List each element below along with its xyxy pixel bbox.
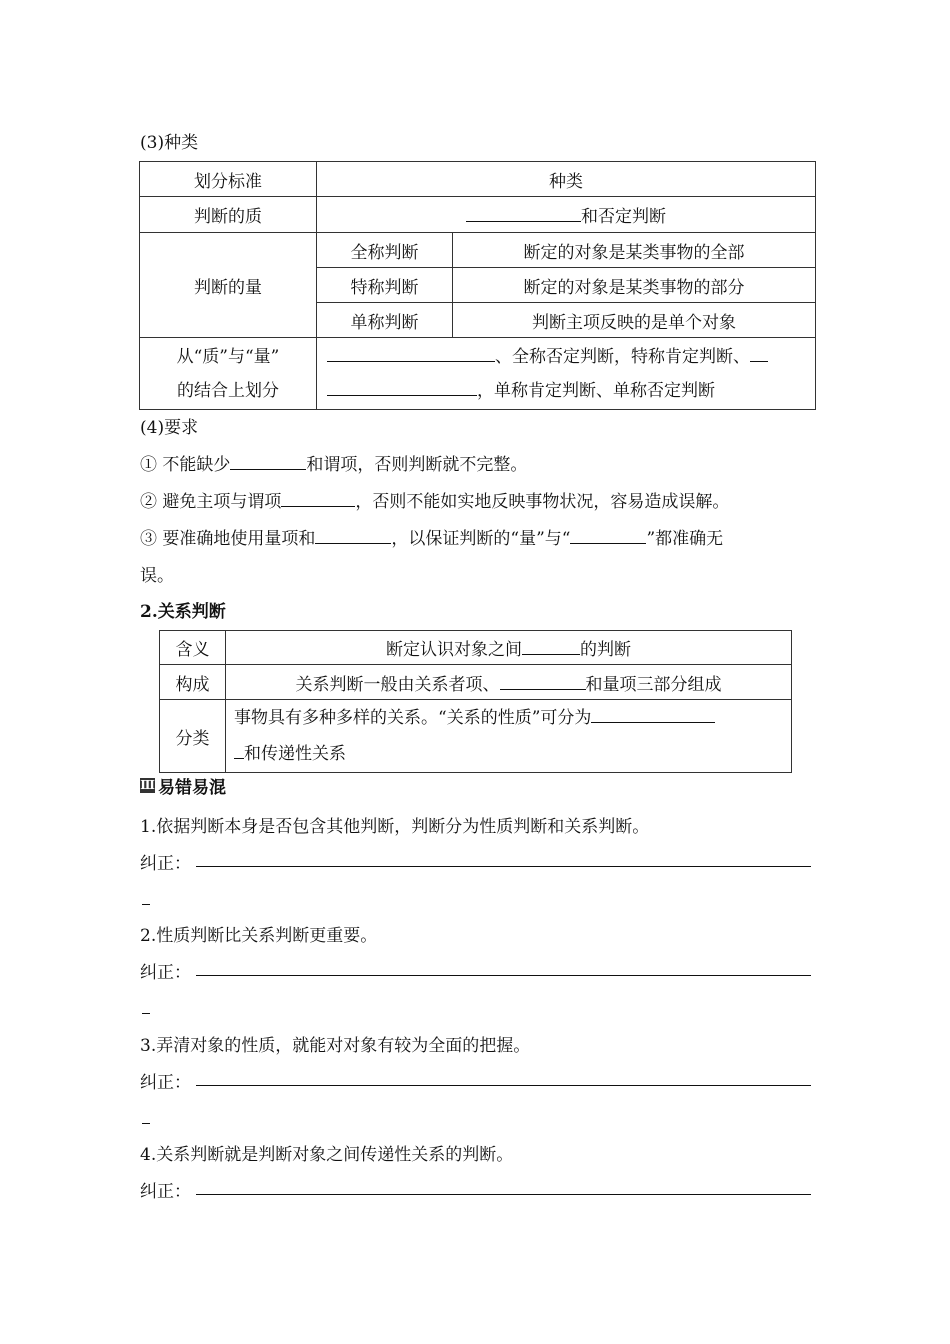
correction-line-2-tail (142, 1013, 150, 1014)
error-item-4: 4.关系判断就是判断对象之间传递性关系的判断。 (140, 1145, 514, 1165)
correction-line-4[interactable] (196, 1194, 811, 1195)
correction-label-2: 纠正： (140, 963, 191, 983)
header-types: 种类 (317, 162, 816, 197)
error-item-2: 2.性质判断比关系判断更重要。 (140, 926, 378, 946)
quality-label: 判断的质 (140, 197, 317, 233)
desc-particular: 断定的对象是某类事物的部分 (453, 268, 816, 303)
requirement-1: ① 不能缺少 和谓项，否则判断就不完整。 (140, 450, 527, 475)
error-section-header (140, 773, 226, 798)
meaning-label: 含义 (160, 631, 226, 665)
desc-universal: 断定的对象是某类事物的全部 (453, 233, 816, 268)
type-universal: 全称判断 (317, 233, 453, 268)
error-item-1: 1.依据判断本身是否包含其他判断，判断分为性质判断和关系判断。 (140, 817, 650, 837)
quantity-label: 判断的量 (140, 233, 317, 338)
type-singular: 单称判断 (317, 303, 453, 338)
combined-label: 从“质”与“量” 的结合上划分 (140, 338, 317, 410)
correction-line-3-tail (142, 1123, 150, 1124)
correction-label-3: 纠正： (140, 1073, 191, 1093)
judgment-types-table (139, 161, 816, 410)
requirement-3-cont: 误。 (140, 566, 174, 586)
requirement-3: ③ 要准确地使用量项和 ，以保证判断的“量”与“ ”都准确无 (140, 524, 723, 549)
requirement-2: ② 避免主项与谓项 ，否则不能如实地反映事物状况，容易造成误解。 (140, 487, 729, 512)
composition-cell: 关系判断一般由关系者项、 和量项三部分组成 (226, 665, 792, 700)
combined-cell: 、全称否定判断，特称肯定判断、 ，单称肯定判断、单称否定判断 (317, 338, 816, 410)
desc-singular: 判断主项反映的是单个对象 (453, 303, 816, 338)
section-3-title: (3)种类 (140, 133, 199, 153)
correction-line-3[interactable] (196, 1085, 811, 1086)
classification-cell: 事物具有多种多样的关系。“关系的性质”可分为 和传递性关系 (226, 700, 792, 773)
composition-label: 构成 (160, 665, 226, 700)
correction-line-1[interactable] (196, 866, 811, 867)
meaning-cell: 断定认识对象之间 的判断 (226, 631, 792, 665)
classification-label: 分类 (160, 700, 226, 773)
section-4-title: (4)要求 (140, 418, 199, 438)
error-section-title: 易错易混 (158, 778, 226, 798)
type-particular: 特称判断 (317, 268, 453, 303)
correction-line-1-tail (142, 904, 150, 905)
correction-label-4: 纠正： (140, 1182, 191, 1202)
correction-line-2[interactable] (196, 975, 811, 976)
header-criterion: 划分标准 (140, 162, 317, 197)
quality-cell: 和否定判断 (317, 197, 816, 233)
section-badge-icon: Ⅲ (140, 778, 155, 792)
error-item-3: 3.弄清对象的性质，就能对对象有较为全面的把握。 (140, 1036, 531, 1056)
relation-judgment-table (159, 630, 792, 773)
section-relation-title: 2.关系判断 (140, 602, 226, 622)
correction-label-1: 纠正： (140, 854, 191, 874)
